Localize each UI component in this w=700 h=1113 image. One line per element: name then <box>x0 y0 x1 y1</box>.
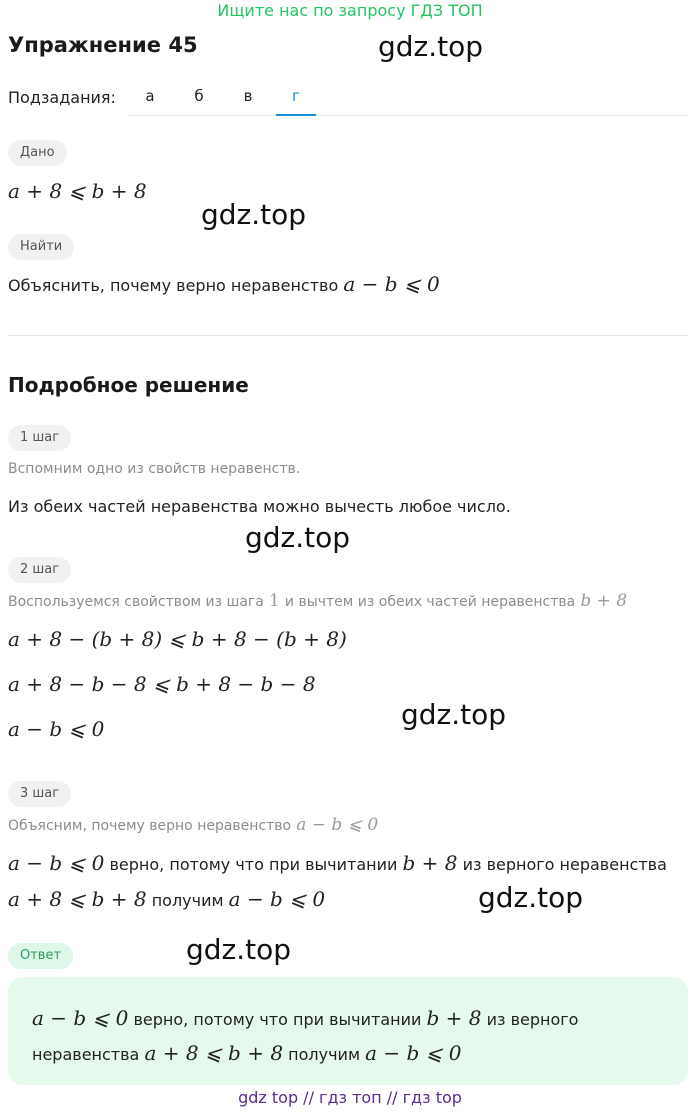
tab-v[interactable]: в <box>243 87 253 105</box>
step-3-badge: 3 шаг <box>8 781 71 807</box>
solution-title: Подробное решение <box>8 373 249 397</box>
tab-a[interactable]: а <box>145 87 155 105</box>
step-2-line-1: a + 8 − (b + 8) ⩽ b + 8 − (b + 8) <box>8 627 347 651</box>
watermark: gdz.top <box>245 521 351 554</box>
answer-line-2: неравенства a + 8 ⩽ b + 8 получим a − b ⩽ 0 <box>32 1041 462 1065</box>
tab-b[interactable]: б <box>194 87 204 105</box>
watermark: gdz.top <box>201 198 307 231</box>
divider <box>8 335 688 336</box>
step-3-line-2: a + 8 ⩽ b + 8 получим a − b ⩽ 0 <box>8 887 326 911</box>
step-2-line-3: a − b ⩽ 0 <box>8 717 105 741</box>
watermark: gdz.top <box>186 933 292 966</box>
answer-line-1: a − b ⩽ 0 верно, потому что при вычитании b + 8 из верного <box>32 1006 579 1030</box>
tab-g[interactable]: г <box>276 80 316 116</box>
step-1-hint: Вспомним одно из свойств неравенств. <box>8 461 301 477</box>
page-title: Упражнение 45 <box>8 33 198 57</box>
find-text: Объяснить, почему верно неравенство <box>8 276 339 295</box>
step-2-hint: Воспользуемся свойством из шага 1 и вычтем из обеих частей неравенства b + 8 <box>8 591 628 611</box>
subtasks-label: Подзадания: <box>8 88 116 107</box>
watermark: gdz.top <box>478 881 584 914</box>
answer-box <box>8 977 688 1085</box>
search-banner: Ищите нас по запросу ГДЗ ТОП <box>217 1 483 20</box>
step-2-badge: 2 шаг <box>8 557 71 583</box>
step-3-hint: Объясним, почему верно неравенство a − b ⩽ 0 <box>8 815 379 835</box>
step-1-text: Из обеих частей неравенства можно вычесть любое число. <box>8 497 511 516</box>
find-statement <box>8 272 440 296</box>
footer-watermark: gdz top // гдз топ // гдз top <box>238 1088 462 1107</box>
given-expression: a + 8 ⩽ b + 8 <box>8 179 147 203</box>
step-1-badge: 1 шаг <box>8 425 71 451</box>
find-expression: a − b ⩽ 0 <box>343 272 440 296</box>
subtask-tabs <box>128 80 688 116</box>
watermark: gdz.top <box>378 30 484 63</box>
step-2-line-2: a + 8 − b − 8 ⩽ b + 8 − b − 8 <box>8 672 316 696</box>
step-3-line-1: a − b ⩽ 0 верно, потому что при вычитании b + 8 из верного неравенства <box>8 851 667 875</box>
answer-badge: Ответ <box>8 943 73 969</box>
find-badge: Найти <box>8 234 74 260</box>
given-badge: Дано <box>8 140 67 166</box>
watermark: gdz.top <box>401 698 507 731</box>
